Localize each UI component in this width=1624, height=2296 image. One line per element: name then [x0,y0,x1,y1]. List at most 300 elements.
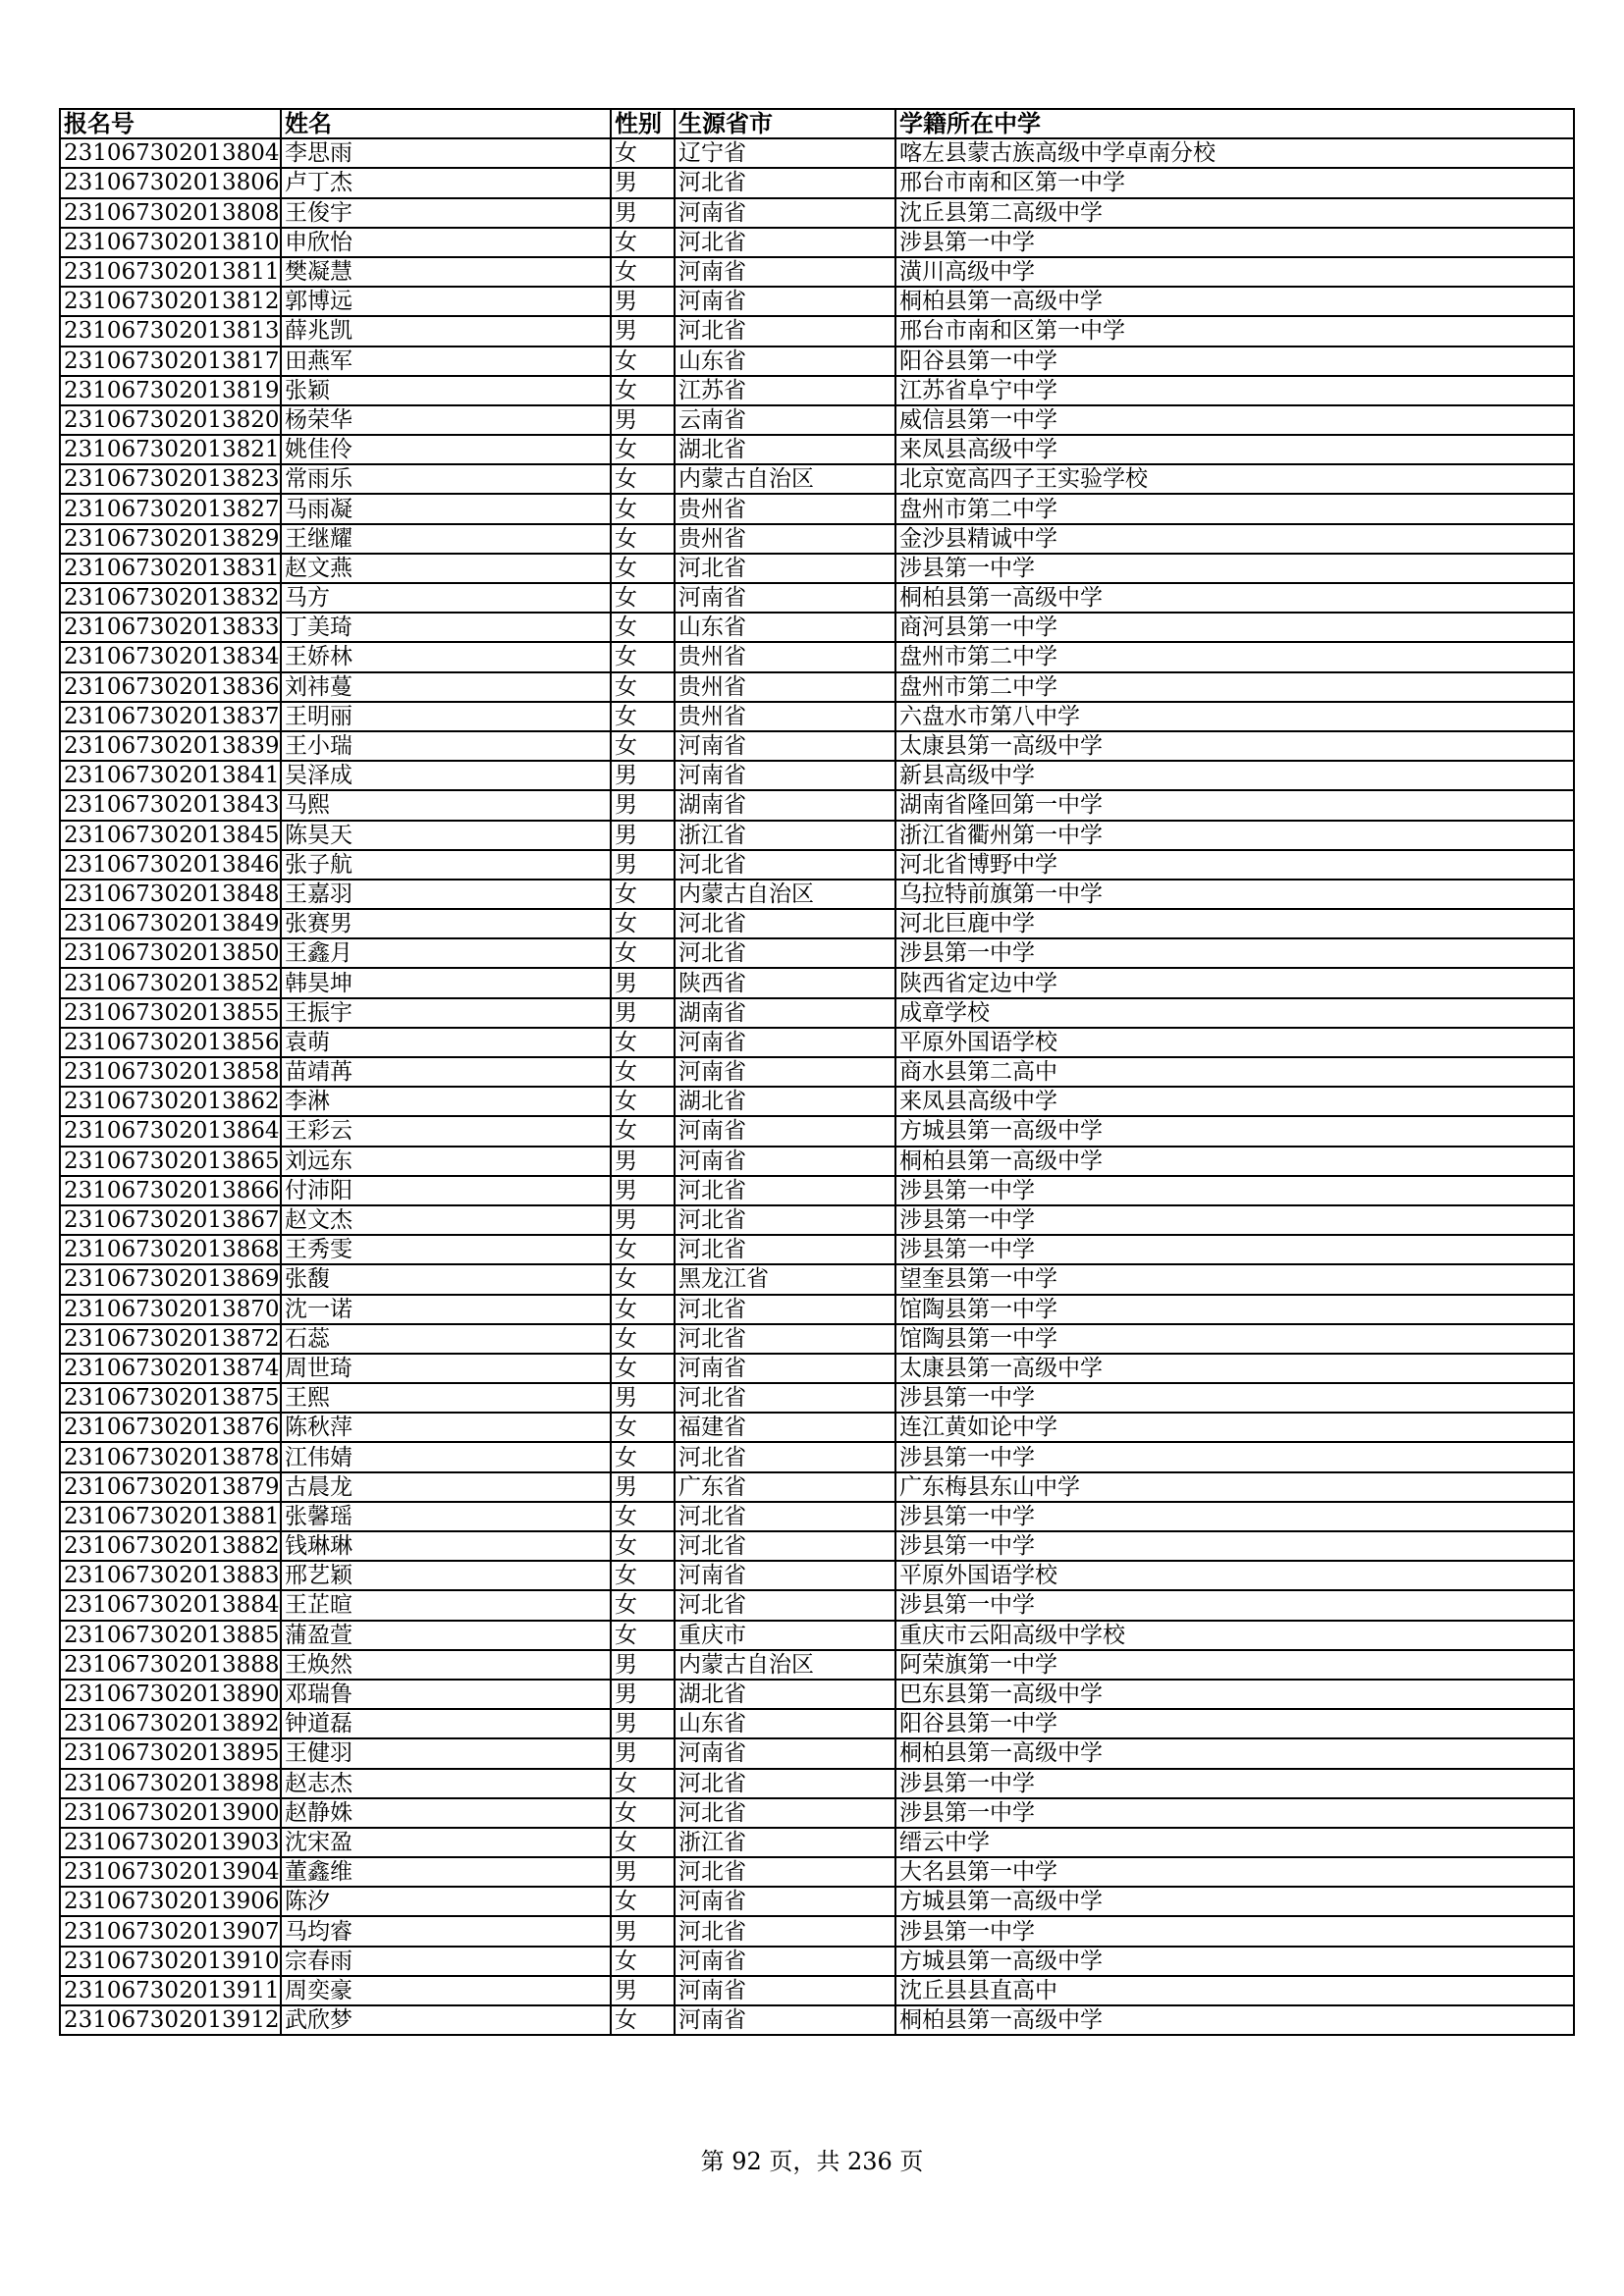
cell-name: 王焕然 [281,1650,611,1680]
cell-registration-number: 231067302013906 [60,1887,281,1916]
table-row [60,1798,1574,1828]
table-row [60,347,1574,376]
cell-gender: 男 [611,1650,675,1680]
cell-gender: 女 [611,1264,675,1294]
table-row [60,880,1574,909]
table-row [60,1857,1574,1887]
table-row [60,1947,1574,1976]
table-row [60,1324,1574,1354]
cell-name: 张馥 [281,1264,611,1294]
cell-school: 平原外国语学校 [895,1561,1574,1590]
table-row [60,1680,1574,1709]
cell-registration-number: 231067302013846 [60,850,281,880]
cell-registration-number: 231067302013870 [60,1295,281,1324]
cell-registration-number: 231067302013888 [60,1650,281,1680]
table-row [60,968,1574,997]
cell-name: 王健羽 [281,1738,611,1768]
cell-name: 田燕军 [281,347,611,376]
cell-gender: 女 [611,1590,675,1620]
admission-list-table [59,108,1575,2036]
cell-origin-province: 河南省 [675,1028,895,1057]
cell-registration-number: 231067302013813 [60,316,281,346]
cell-origin-province: 河南省 [675,583,895,613]
cell-name: 陈秋萍 [281,1413,611,1442]
cell-school: 湖南省隆回第一中学 [895,790,1574,820]
cell-registration-number: 231067302013878 [60,1442,281,1471]
cell-gender: 男 [611,1916,675,1946]
cell-registration-number: 231067302013874 [60,1354,281,1383]
cell-origin-province: 湖北省 [675,435,895,464]
cell-name: 张赛男 [281,909,611,938]
cell-origin-province: 河北省 [675,1442,895,1471]
cell-registration-number: 231067302013836 [60,672,281,702]
cell-registration-number: 231067302013910 [60,1947,281,1976]
cell-origin-province: 河南省 [675,198,895,228]
cell-gender: 女 [611,435,675,464]
cell-school: 涉县第一中学 [895,1176,1574,1205]
cell-school: 巴东县第一高级中学 [895,1680,1574,1709]
cell-school: 太康县第一高级中学 [895,731,1574,761]
cell-gender: 女 [611,1947,675,1976]
cell-origin-province: 河南省 [675,1116,895,1146]
cell-school: 成章学校 [895,998,1574,1028]
table-row [60,1621,1574,1650]
cell-school: 涉县第一中学 [895,1798,1574,1828]
cell-registration-number: 231067302013806 [60,168,281,197]
table-row [60,731,1574,761]
cell-registration-number: 231067302013850 [60,938,281,968]
table-row [60,583,1574,613]
cell-school: 盘州市第二中学 [895,642,1574,671]
cell-name: 王俊宇 [281,198,611,228]
table-row [60,138,1574,168]
cell-registration-number: 231067302013912 [60,2005,281,2035]
cell-school: 方城县第一高级中学 [895,1116,1574,1146]
cell-school: 来凤县高级中学 [895,435,1574,464]
cell-registration-number: 231067302013872 [60,1324,281,1354]
table-row [60,702,1574,731]
cell-gender: 男 [611,1472,675,1502]
table-row [60,1383,1574,1413]
cell-name: 马方 [281,583,611,613]
cell-gender: 女 [611,1887,675,1916]
table-row [60,1116,1574,1146]
cell-registration-number: 231067302013832 [60,583,281,613]
cell-origin-province: 河南省 [675,1738,895,1768]
table-row [60,1472,1574,1502]
cell-gender: 女 [611,909,675,938]
cell-school: 缙云中学 [895,1828,1574,1857]
cell-name: 薛兆凯 [281,316,611,346]
cell-name: 李淋 [281,1087,611,1116]
cell-registration-number: 231067302013833 [60,613,281,642]
table-row [60,168,1574,197]
table-row [60,998,1574,1028]
cell-gender: 男 [611,1680,675,1709]
cell-origin-province: 河南省 [675,287,895,316]
cell-gender: 女 [611,1116,675,1146]
cell-gender: 女 [611,1621,675,1650]
header-name: 姓名 [281,109,611,138]
table-row [60,1264,1574,1294]
cell-school: 商水县第二高中 [895,1057,1574,1087]
cell-registration-number: 231067302013890 [60,1680,281,1709]
cell-name: 邢艺颖 [281,1561,611,1590]
cell-school: 馆陶县第一中学 [895,1295,1574,1324]
cell-gender: 女 [611,938,675,968]
cell-gender: 女 [611,1769,675,1798]
table-row [60,1709,1574,1738]
cell-registration-number: 231067302013875 [60,1383,281,1413]
cell-school: 涉县第一中学 [895,1383,1574,1413]
cell-gender: 女 [611,1354,675,1383]
table-row [60,1976,1574,2005]
table-row [60,287,1574,316]
cell-gender: 男 [611,790,675,820]
cell-registration-number: 231067302013804 [60,138,281,168]
cell-name: 王熙 [281,1383,611,1413]
cell-gender: 女 [611,1442,675,1471]
cell-name: 苗靖苒 [281,1057,611,1087]
table-row [60,376,1574,405]
cell-school: 桐柏县第一高级中学 [895,2005,1574,2035]
table-row [60,524,1574,554]
table-row [60,2005,1574,2035]
table-row [60,1087,1574,1116]
cell-gender: 女 [611,731,675,761]
cell-gender: 女 [611,1413,675,1442]
table-row [60,1502,1574,1531]
cell-school: 河北省博野中学 [895,850,1574,880]
cell-origin-province: 河北省 [675,316,895,346]
cell-school: 太康县第一高级中学 [895,1354,1574,1383]
table-row [60,850,1574,880]
table-row [60,494,1574,523]
cell-name: 沈宋盈 [281,1828,611,1857]
cell-school: 连江黄如论中学 [895,1413,1574,1442]
cell-origin-province: 河北省 [675,1590,895,1620]
cell-name: 郭博远 [281,287,611,316]
cell-origin-province: 河南省 [675,1561,895,1590]
cell-name: 王明丽 [281,702,611,731]
table-row [60,1028,1574,1057]
cell-school: 涉县第一中学 [895,1442,1574,1471]
cell-gender: 男 [611,1176,675,1205]
cell-registration-number: 231067302013829 [60,524,281,554]
cell-registration-number: 231067302013837 [60,702,281,731]
cell-school: 平原外国语学校 [895,1028,1574,1057]
cell-registration-number: 231067302013834 [60,642,281,671]
cell-registration-number: 231067302013823 [60,464,281,494]
cell-registration-number: 231067302013911 [60,1976,281,2005]
cell-origin-province: 河南省 [675,2005,895,2035]
cell-registration-number: 231067302013855 [60,998,281,1028]
cell-registration-number: 231067302013819 [60,376,281,405]
cell-origin-province: 河南省 [675,731,895,761]
header-gender: 性别 [611,109,675,138]
cell-name: 王继耀 [281,524,611,554]
cell-name: 樊凝慧 [281,257,611,287]
cell-registration-number: 231067302013808 [60,198,281,228]
table-row [60,316,1574,346]
cell-name: 申欣怡 [281,228,611,257]
cell-school: 商河县第一中学 [895,613,1574,642]
cell-origin-province: 辽宁省 [675,138,895,168]
cell-name: 王彩云 [281,1116,611,1146]
cell-origin-province: 贵州省 [675,672,895,702]
cell-name: 常雨乐 [281,464,611,494]
table-row [60,642,1574,671]
cell-name: 王小瑞 [281,731,611,761]
table-row [60,1916,1574,1946]
cell-school: 北京宽高四子王实验学校 [895,464,1574,494]
cell-origin-province: 云南省 [675,405,895,435]
table-row [60,435,1574,464]
cell-school: 六盘水市第八中学 [895,702,1574,731]
cell-origin-province: 福建省 [675,1413,895,1442]
cell-gender: 女 [611,257,675,287]
cell-school: 涉县第一中学 [895,1769,1574,1798]
cell-origin-province: 河北省 [675,1502,895,1531]
cell-origin-province: 河南省 [675,1057,895,1087]
cell-origin-province: 广东省 [675,1472,895,1502]
table-row [60,1531,1574,1561]
cell-origin-province: 河北省 [675,228,895,257]
table-row [60,1205,1574,1235]
cell-registration-number: 231067302013817 [60,347,281,376]
cell-registration-number: 231067302013843 [60,790,281,820]
cell-origin-province: 湖北省 [675,1680,895,1709]
cell-name: 周奕豪 [281,1976,611,2005]
cell-registration-number: 231067302013862 [60,1087,281,1116]
cell-origin-province: 河南省 [675,1147,895,1176]
cell-origin-province: 重庆市 [675,1621,895,1650]
cell-registration-number: 231067302013812 [60,287,281,316]
cell-origin-province: 山东省 [675,1709,895,1738]
cell-school: 乌拉特前旗第一中学 [895,880,1574,909]
table-row [60,1147,1574,1176]
cell-school: 金沙县精诚中学 [895,524,1574,554]
cell-school: 新县高级中学 [895,761,1574,790]
cell-name: 王振宇 [281,998,611,1028]
cell-school: 桐柏县第一高级中学 [895,583,1574,613]
cell-registration-number: 231067302013841 [60,761,281,790]
cell-registration-number: 231067302013848 [60,880,281,909]
table-row [60,1769,1574,1798]
cell-gender: 女 [611,1828,675,1857]
cell-gender: 女 [611,138,675,168]
cell-school: 涉县第一中学 [895,1590,1574,1620]
table-row [60,1354,1574,1383]
table-row [60,821,1574,850]
cell-origin-province: 河北省 [675,1295,895,1324]
cell-gender: 女 [611,524,675,554]
cell-gender: 男 [611,1738,675,1768]
cell-origin-province: 浙江省 [675,821,895,850]
cell-gender: 女 [611,464,675,494]
cell-origin-province: 浙江省 [675,1828,895,1857]
table-row [60,613,1574,642]
cell-name: 钟道磊 [281,1709,611,1738]
cell-name: 宗春雨 [281,1947,611,1976]
cell-registration-number: 231067302013879 [60,1472,281,1502]
cell-registration-number: 231067302013884 [60,1590,281,1620]
cell-registration-number: 231067302013864 [60,1116,281,1146]
cell-school: 阿荣旗第一中学 [895,1650,1574,1680]
cell-school: 涉县第一中学 [895,554,1574,583]
table-row [60,257,1574,287]
cell-school: 邢台市南和区第一中学 [895,316,1574,346]
cell-school: 望奎县第一中学 [895,1264,1574,1294]
cell-name: 周世琦 [281,1354,611,1383]
cell-registration-number: 231067302013831 [60,554,281,583]
cell-name: 吴泽成 [281,761,611,790]
cell-gender: 男 [611,168,675,197]
cell-registration-number: 231067302013867 [60,1205,281,1235]
cell-name: 付沛阳 [281,1176,611,1205]
cell-school: 潢川高级中学 [895,257,1574,287]
cell-school: 浙江省衢州第一中学 [895,821,1574,850]
cell-name: 王娇林 [281,642,611,671]
table-row [60,1176,1574,1205]
cell-origin-province: 内蒙古自治区 [675,1650,895,1680]
cell-registration-number: 231067302013883 [60,1561,281,1590]
header-school: 学籍所在中学 [895,109,1574,138]
cell-registration-number: 231067302013820 [60,405,281,435]
cell-gender: 男 [611,1976,675,2005]
table-row [60,672,1574,702]
cell-origin-province: 河北省 [675,909,895,938]
cell-registration-number: 231067302013892 [60,1709,281,1738]
cell-school: 阳谷县第一中学 [895,1709,1574,1738]
cell-registration-number: 231067302013868 [60,1235,281,1264]
cell-school: 涉县第一中学 [895,228,1574,257]
cell-gender: 女 [611,642,675,671]
cell-name: 陈昊天 [281,821,611,850]
cell-origin-province: 河南省 [675,761,895,790]
cell-name: 王鑫月 [281,938,611,968]
cell-origin-province: 湖北省 [675,1087,895,1116]
cell-origin-province: 河南省 [675,1947,895,1976]
cell-gender: 女 [611,347,675,376]
cell-origin-province: 河北省 [675,938,895,968]
cell-name: 李思雨 [281,138,611,168]
cell-registration-number: 231067302013881 [60,1502,281,1531]
cell-name: 韩昊坤 [281,968,611,997]
table-row [60,1738,1574,1768]
cell-school: 邢台市南和区第一中学 [895,168,1574,197]
cell-gender: 男 [611,821,675,850]
cell-school: 盘州市第二中学 [895,672,1574,702]
cell-registration-number: 231067302013865 [60,1147,281,1176]
cell-name: 陈汐 [281,1887,611,1916]
cell-school: 喀左县蒙古族高级中学卓南分校 [895,138,1574,168]
cell-name: 武欣梦 [281,2005,611,2035]
table-row [60,1561,1574,1590]
cell-gender: 女 [611,2005,675,2035]
cell-school: 沈丘县县直高中 [895,1976,1574,2005]
table-row [60,1295,1574,1324]
cell-school: 广东梅县东山中学 [895,1472,1574,1502]
table-row [60,198,1574,228]
cell-name: 赵文燕 [281,554,611,583]
table-row [60,228,1574,257]
cell-origin-province: 河北省 [675,1769,895,1798]
cell-origin-province: 内蒙古自治区 [675,880,895,909]
cell-gender: 男 [611,1383,675,1413]
cell-origin-province: 河北省 [675,168,895,197]
cell-school: 威信县第一中学 [895,405,1574,435]
cell-registration-number: 231067302013845 [60,821,281,850]
cell-origin-province: 山东省 [675,347,895,376]
cell-name: 钱琳琳 [281,1531,611,1561]
cell-origin-province: 河北省 [675,1324,895,1354]
cell-gender: 男 [611,198,675,228]
cell-gender: 男 [611,1205,675,1235]
table-row [60,1057,1574,1087]
cell-gender: 女 [611,1235,675,1264]
cell-origin-province: 湖南省 [675,998,895,1028]
cell-school: 桐柏县第一高级中学 [895,287,1574,316]
cell-origin-province: 河北省 [675,1383,895,1413]
table-row [60,1442,1574,1471]
cell-origin-province: 山东省 [675,613,895,642]
cell-origin-province: 河北省 [675,1798,895,1828]
cell-gender: 女 [611,1561,675,1590]
cell-name: 张馨瑶 [281,1502,611,1531]
cell-name: 丁美琦 [281,613,611,642]
table-row [60,761,1574,790]
cell-gender: 男 [611,316,675,346]
cell-gender: 男 [611,761,675,790]
header-origin-province: 生源省市 [675,109,895,138]
cell-gender: 女 [611,1028,675,1057]
cell-gender: 男 [611,1857,675,1887]
cell-origin-province: 河南省 [675,1976,895,2005]
cell-name: 赵志杰 [281,1769,611,1798]
cell-origin-province: 河南省 [675,1354,895,1383]
cell-origin-province: 河北省 [675,1205,895,1235]
cell-origin-province: 贵州省 [675,524,895,554]
cell-gender: 女 [611,1798,675,1828]
cell-registration-number: 231067302013852 [60,968,281,997]
cell-registration-number: 231067302013900 [60,1798,281,1828]
cell-school: 大名县第一中学 [895,1857,1574,1887]
cell-school: 河北巨鹿中学 [895,909,1574,938]
cell-name: 沈一诺 [281,1295,611,1324]
cell-origin-province: 河南省 [675,257,895,287]
cell-gender: 女 [611,702,675,731]
table-row [60,909,1574,938]
cell-name: 马均睿 [281,1916,611,1946]
cell-registration-number: 231067302013811 [60,257,281,287]
cell-gender: 女 [611,228,675,257]
cell-gender: 女 [611,672,675,702]
cell-origin-province: 河北省 [675,850,895,880]
cell-school: 沈丘县第二高级中学 [895,198,1574,228]
cell-name: 杨荣华 [281,405,611,435]
cell-school: 方城县第一高级中学 [895,1887,1574,1916]
cell-origin-province: 贵州省 [675,642,895,671]
cell-name: 马熙 [281,790,611,820]
cell-name: 袁萌 [281,1028,611,1057]
cell-name: 邓瑞鲁 [281,1680,611,1709]
cell-name: 张子航 [281,850,611,880]
cell-gender: 男 [611,287,675,316]
cell-name: 刘祎蔓 [281,672,611,702]
cell-registration-number: 231067302013827 [60,494,281,523]
cell-origin-province: 贵州省 [675,702,895,731]
